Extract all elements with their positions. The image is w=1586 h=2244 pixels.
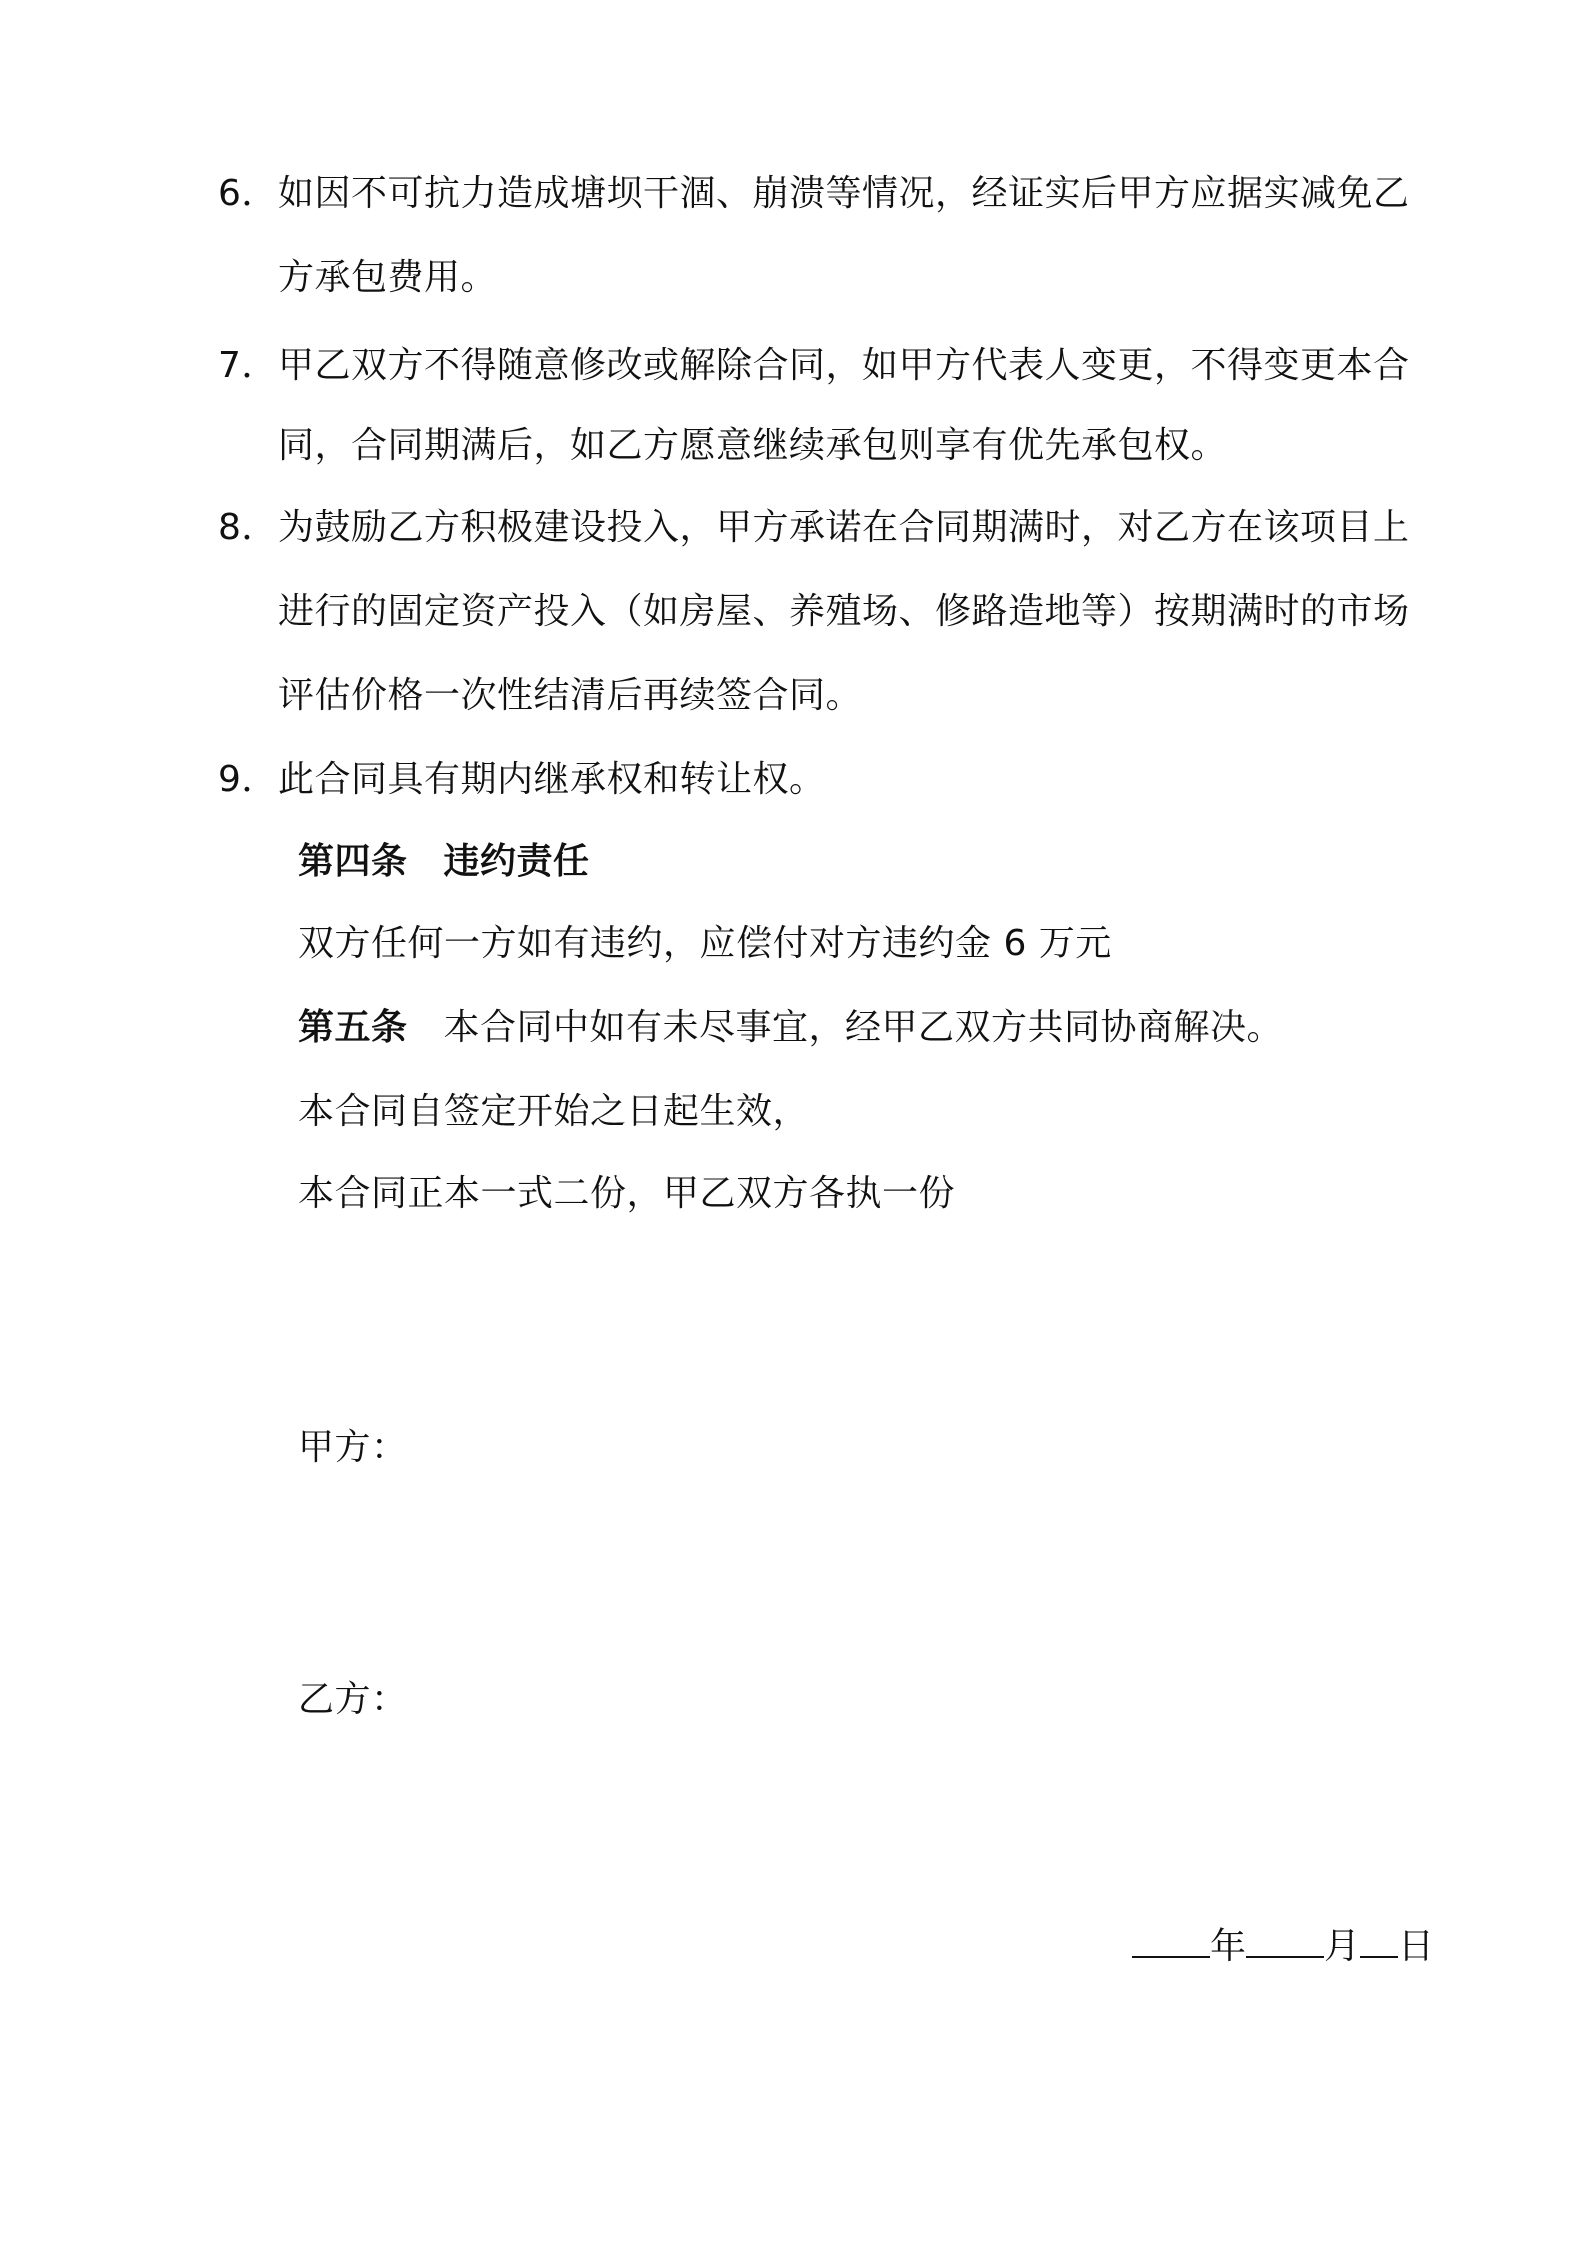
party-b-label: 乙方：	[298, 1679, 408, 1720]
item-8-line-1: 为鼓励乙方积极建设投入，甲方承诺在合同期满时，对乙方在该项目上	[278, 507, 1410, 548]
party-a-label: 甲方：	[298, 1427, 408, 1468]
item-6-line-1: 如因不可抗力造成塘坝干涸、崩溃等情况，经证实后甲方应据实减免乙	[278, 173, 1410, 214]
effective-clause: 本合同自签定开始之日起生效，	[298, 1091, 810, 1132]
article-4-label: 第四条	[298, 841, 408, 882]
article-4-body: 双方任何一方如有违约，应偿付对方违约金 6 万元	[298, 923, 1112, 964]
year-label: 年	[1209, 1926, 1246, 1967]
year-blank	[1132, 1920, 1210, 1958]
article-5	[298, 1004, 1283, 1052]
item-8-number: 8．	[218, 507, 278, 548]
article-4-heading	[298, 838, 590, 886]
item-7-line-2: 同，合同期满后，如乙方愿意继续承包则享有优先承包权。	[278, 425, 1228, 466]
month-blank	[1246, 1920, 1324, 1958]
date-line	[1132, 1920, 1434, 1971]
item-9-number: 9．	[218, 759, 278, 800]
month-label: 月	[1323, 1926, 1360, 1967]
item-6-line-2: 方承包费用。	[278, 257, 498, 298]
copies-clause: 本合同正本一式二份，甲乙双方各执一份	[298, 1173, 956, 1214]
item-9-line-1: 此合同具有期内继承权和转让权。	[278, 759, 826, 800]
item-6-number: 6．	[218, 173, 278, 214]
article-5-label: 第五条	[298, 1007, 408, 1048]
item-8-line-2: 进行的固定资产投入（如房屋、养殖场、修路造地等）按期满时的市场	[278, 591, 1410, 632]
article-4-title: 违约责任	[443, 841, 590, 882]
day-blank	[1360, 1920, 1398, 1958]
article-5-text: 本合同中如有未尽事宜，经甲乙双方共同协商解决。	[443, 1007, 1284, 1048]
day-label: 日	[1397, 1926, 1434, 1967]
item-7-line-1: 甲乙双方不得随意修改或解除合同，如甲方代表人变更，不得变更本合	[278, 345, 1410, 386]
item-7-number: 7．	[218, 345, 278, 386]
item-8-line-3: 评估价格一次性结清后再续签合同。	[278, 675, 863, 716]
